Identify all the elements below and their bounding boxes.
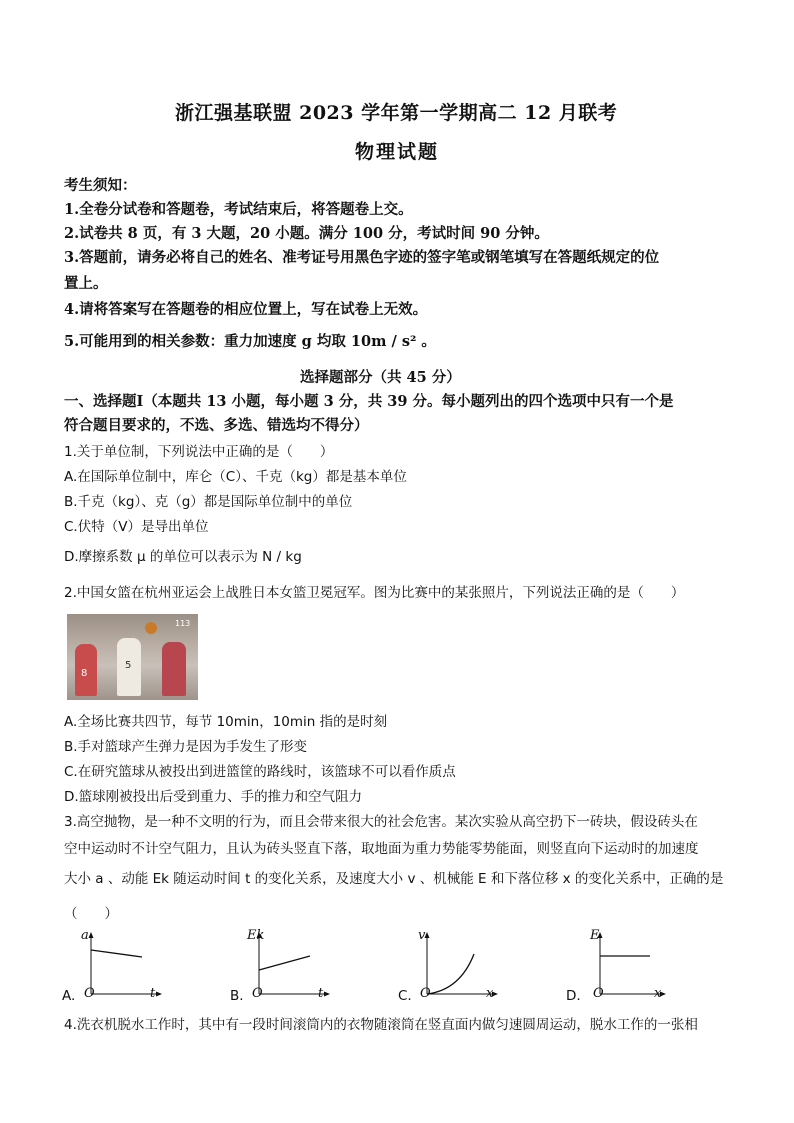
- notice-item: 2.试卷共 8 页，有 3 大题，20 小题。满分 100 分，考试时间 90 分钟。: [64, 225, 549, 242]
- basketball: [145, 622, 157, 634]
- exam-title: 浙江强基联盟 2023 学年第一学期高二 12 月联考: [175, 102, 618, 124]
- graph-d-option-label: D.: [566, 988, 581, 1004]
- graph-d: [566, 926, 676, 1004]
- jersey-number: 5: [125, 660, 132, 671]
- question-3-stem-line: 空中运动时不计空气阻力，且认为砖头竖直下落，取地面为重力势能零势能面，则竖直向下运动时的加速度: [64, 841, 699, 857]
- section-heading-line2: 符合题目要求的，不选、多选、错选均不得分）: [64, 417, 369, 434]
- notice-item: 5.可能用到的相关参数：重力加速度 g 均取 10m / s² 。: [64, 333, 436, 350]
- notice-heading: 考生须知：: [64, 177, 137, 194]
- graph-b-origin: O: [252, 986, 263, 1001]
- question-1-option-a: A.在国际单位制中，库仑（C）、千克（kg）都是基本单位: [64, 469, 407, 485]
- question-1-option-d: D.摩擦系数 μ 的单位可以表示为 N / kg: [64, 549, 302, 565]
- part-title: 选择题部分（共 45 分）: [300, 369, 461, 386]
- graph-c-ylabel: v: [418, 928, 426, 943]
- jersey-number: 8: [81, 668, 88, 679]
- question-3-stem-line: 大小 a 、动能 Ek 随运动时间 t 的变化关系，及速度大小 v 、机械能 E 和下落位移 x 的变化关系中，正确的是: [64, 871, 724, 887]
- graph-c-xlabel: x: [486, 986, 494, 1001]
- question-2-option-a: A.全场比赛共四节，每节 10min，10min 指的是时刻: [64, 714, 388, 730]
- graph-b-xlabel: t: [318, 986, 324, 1001]
- graph-a-xlabel: t: [150, 986, 156, 1001]
- question-2-option-c: C.在研究篮球从被投出到进篮筐的路线时，该篮球不可以看作质点: [64, 764, 456, 780]
- question-1-stem: 1.关于单位制，下列说法中正确的是（ ）: [64, 444, 334, 460]
- graph-c-option-label: C.: [398, 988, 412, 1004]
- section-heading-line1: 一、选择题Ⅰ（本题共 13 小题，每小题 3 分，共 39 分。每小题列出的四个选项中只有一个是: [64, 393, 674, 410]
- graph-a-option-label: A.: [62, 988, 76, 1004]
- question-1-option-b: B.千克（kg）、克（g）都是国际单位制中的单位: [64, 494, 353, 510]
- graph-c: [398, 926, 508, 1004]
- question-3-stem-line: 3.高空抛物，是一种不文明的行为，而且会带来很大的社会危害。某次实验从高空扔下一砖块，假设砖头在: [64, 814, 698, 830]
- basketball-photo: [67, 614, 198, 700]
- graph-c-origin: O: [420, 986, 431, 1001]
- graph-b: [230, 926, 340, 1004]
- question-1-option-c: C.伏特（V）是导出单位: [64, 519, 209, 535]
- exam-subtitle: 物理试题: [355, 141, 440, 163]
- graph-a-origin: O: [84, 986, 95, 1001]
- question-3-stem-line: （ ）: [64, 906, 118, 922]
- question-2-stem: 2.中国女篮在杭州亚运会上战胜日本女篮卫冕冠军。图为比赛中的某张照片，下列说法正确的是（ ）: [64, 585, 685, 601]
- graph-a-ylabel: a: [81, 928, 89, 943]
- graph-a: [62, 926, 172, 1004]
- notice-item: 3.答题前，请务必将自己的姓名、准考证号用黑色字迹的签字笔或钢笔填写在答题纸规定的位: [64, 249, 660, 266]
- graph-d-origin: O: [593, 986, 604, 1001]
- graph-d-xlabel: x: [654, 986, 662, 1001]
- graph-a-svg: [62, 926, 172, 1004]
- graph-d-ylabel: E: [590, 928, 600, 943]
- jersey-number: 113: [175, 619, 191, 628]
- player-figure: [162, 642, 186, 696]
- notice-item: 4.请将答案写在答题卷的相应位置上，写在试卷上无效。: [64, 301, 428, 318]
- question-2-option-b: B.手对篮球产生弹力是因为手发生了形变: [64, 739, 308, 755]
- notice-item: 1.全卷分试卷和答题卷，考试结束后，将答题卷上交。: [64, 201, 413, 218]
- graph-b-option-label: B.: [230, 988, 244, 1004]
- notice-item: 置上。: [64, 275, 108, 292]
- graph-b-ylabel: Ek: [247, 928, 265, 943]
- question-4-stem: 4.洗衣机脱水工作时，其中有一段时间滚筒内的衣物随滚筒在竖直面内做匀速圆周运动，脱水工作的一张相: [64, 1017, 698, 1033]
- question-2-option-d: D.篮球刚被投出后受到重力、手的推力和空气阻力: [64, 789, 363, 805]
